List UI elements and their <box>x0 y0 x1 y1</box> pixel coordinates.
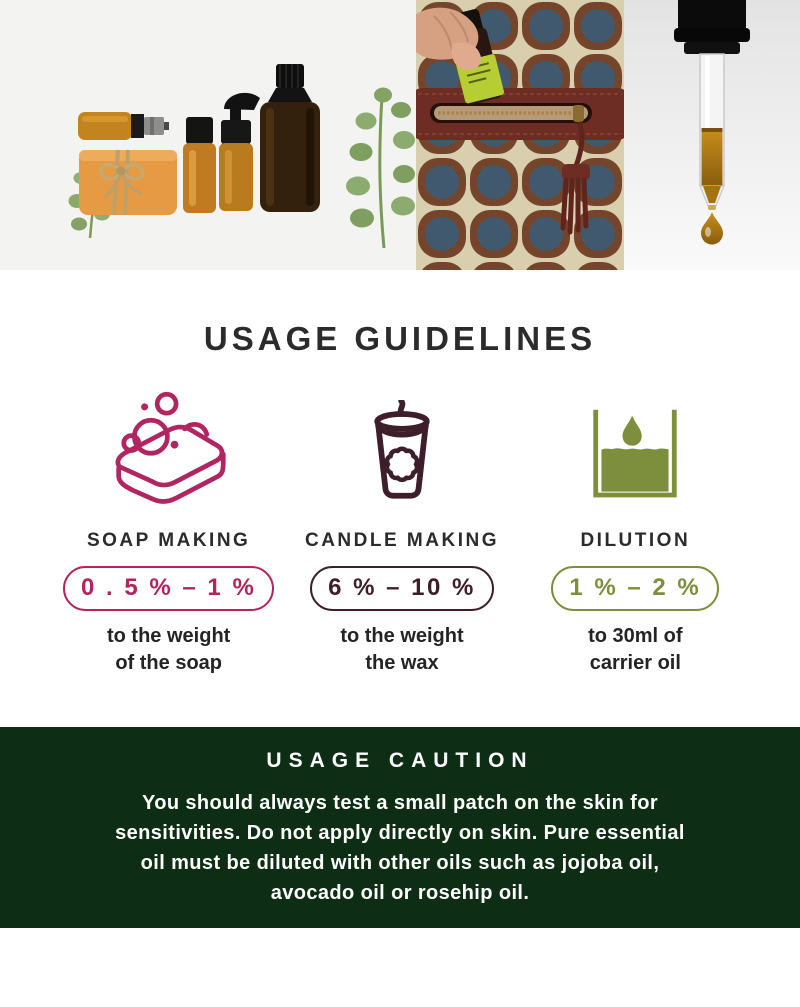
description-line: of the soap <box>115 652 222 674</box>
percentage-range: 1 % – 2 % <box>569 574 702 601</box>
candle-jar-icon <box>285 388 518 512</box>
soap-icon <box>52 388 285 512</box>
description-line: the wax <box>365 652 439 674</box>
bag-illustration <box>416 0 624 270</box>
description-line: to the weight <box>107 625 231 647</box>
percentage-range: 6 % – 10 % <box>328 574 476 601</box>
usage-caution-banner <box>0 727 800 928</box>
usage-caution-body <box>40 788 760 908</box>
guideline-label: DILUTION <box>580 530 691 551</box>
flatlay-illustration <box>0 0 416 270</box>
zipper-pocket <box>416 88 624 140</box>
usage-caution-title: USAGE CAUTION <box>266 749 534 772</box>
description-line: carrier oil <box>589 652 681 674</box>
percentage-range: 0 . 5 % – 1 % <box>81 574 257 601</box>
usage-guidelines-title: USAGE GUIDELINES <box>203 320 597 357</box>
photo-strip <box>0 0 800 270</box>
description-line: to 30ml of <box>588 625 683 647</box>
guideline-description <box>52 623 285 677</box>
soap-bar-with-twine <box>79 150 177 215</box>
caution-line: oil must be diluted with other oils such as jojoba oil, <box>140 852 660 874</box>
caution-line: avocado oil or rosehip oil. <box>270 882 530 904</box>
guideline-description <box>519 623 752 677</box>
guideline-label: CANDLE MAKING <box>304 530 499 551</box>
guidelines-row <box>52 388 752 677</box>
caution-line: sensitivities. Do not apply directly on skin. Pure essential <box>115 822 685 844</box>
guideline-description <box>285 623 518 677</box>
percentage-pill <box>551 566 719 611</box>
photo-flatlay <box>0 0 416 270</box>
small-amber-bottle <box>183 117 216 213</box>
description-line: to the weight <box>340 625 464 647</box>
dropper-illustration <box>624 0 800 270</box>
guideline-label: SOAP MAKING <box>86 530 251 551</box>
photo-bag-pocket <box>416 0 624 270</box>
percentage-pill <box>310 566 494 611</box>
guideline-dilution <box>519 388 752 677</box>
percentage-pill <box>63 566 274 611</box>
photo-dropper <box>624 0 800 270</box>
caution-line: You should always test a small patch on the skin for <box>141 792 659 814</box>
dilution-droplet-icon <box>519 388 752 512</box>
guideline-candle-making <box>285 388 518 677</box>
guideline-soap-making <box>52 388 285 677</box>
